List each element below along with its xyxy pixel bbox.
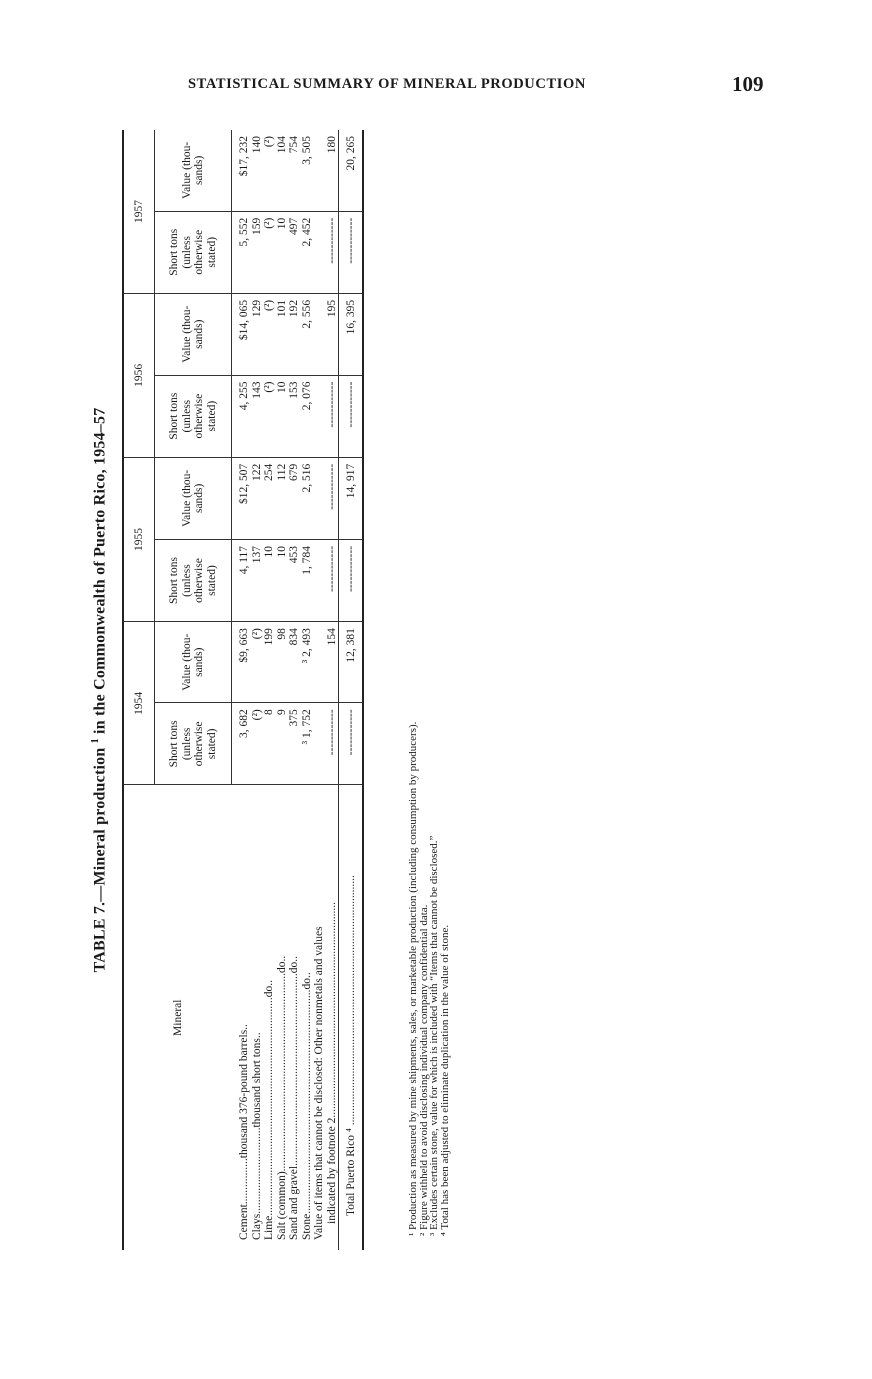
table-row-total: Total Puerto Rico ⁴ ....................................................................................... ------------ 12, 381 ------------ 14, 917 ------------ 16, 395 ------------ 20, 265 xyxy=(339,130,362,1250)
row-label: Lime............................................................................do.. xyxy=(263,785,276,1250)
cell: 3, 682 xyxy=(232,703,251,785)
cell: 375 xyxy=(288,703,301,785)
footnote: ² Figure withheld to avoid disclosing individual company confidential data. xyxy=(417,904,430,1236)
header-year-1957: 1957 xyxy=(123,130,155,293)
table-wrapper xyxy=(122,130,364,1250)
cell: (²) xyxy=(263,375,276,457)
cell: $12, 507 xyxy=(232,457,251,539)
cell: 16, 395 xyxy=(339,293,362,375)
header-value-1955: Value (thou- sands) xyxy=(155,457,232,539)
cell: 679 xyxy=(288,457,301,539)
cell: 112 xyxy=(276,457,289,539)
header-mineral: Mineral xyxy=(123,785,232,1250)
cell: (²) xyxy=(251,622,264,703)
table-title xyxy=(90,130,109,1250)
mineral-production-table xyxy=(122,130,364,1250)
table-title-ref: 1 xyxy=(90,738,101,744)
cell: (²) xyxy=(263,293,276,375)
cell: 453 xyxy=(288,539,301,621)
row-label: Value of items that cannot be disclosed: Other nonmetals and values xyxy=(313,785,326,1250)
cell: 10 xyxy=(263,539,276,621)
cell: 754 xyxy=(288,136,300,154)
cell: 1, 784 xyxy=(301,539,314,621)
cell: 122 xyxy=(251,457,264,539)
cell: 8 xyxy=(263,703,276,785)
page-number: 109 xyxy=(732,72,764,96)
footnote: ³ Excludes certain stone, value for which is included with “Items that cannot be disclosed.” xyxy=(428,835,440,1236)
table-row-other-cont: indicated by footnote 2........................................................................... ------------ 154 ------------ ------------ ------------ 195 ------------ 180 xyxy=(326,130,339,1250)
cell: (²) xyxy=(251,703,264,785)
header-tons-1955: Short tons (unless otherwise stated) xyxy=(155,539,232,621)
table-row xyxy=(276,130,289,1250)
cell: ³ 1, 752 xyxy=(301,703,314,785)
running-title: STATISTICAL SUMMARY OF MINERAL PRODUCTION xyxy=(188,76,586,92)
cell: 137 xyxy=(251,539,264,621)
cell: 140 xyxy=(250,136,263,154)
table-row-other xyxy=(313,130,326,1250)
header-year-1956: 1956 xyxy=(123,293,155,457)
row-label: Stone..............................................................................do.. xyxy=(301,785,314,1250)
cell: 2, 516 xyxy=(301,457,314,539)
footnote: ⁴ Total has been adjusted to eliminate duplication in the value of stone. xyxy=(438,924,451,1236)
cell: 497 xyxy=(288,211,301,293)
row-label: Sand and gravel...................................................................do.. xyxy=(288,785,301,1250)
cell: 159 xyxy=(251,211,264,293)
cell: 143 xyxy=(251,375,264,457)
cell: ³ 2, 493 xyxy=(301,622,314,703)
header-tons-1956: Short tons (unless otherwise stated) xyxy=(155,375,232,457)
cell: 834 xyxy=(288,622,301,703)
cell: 180 xyxy=(325,136,338,154)
table-title-suffix: in the Commonwealth of Puerto Rico, 1954–57 xyxy=(91,407,109,734)
cell: 9 xyxy=(276,703,289,785)
row-label: Cement................thousand 376-pound barrels.. xyxy=(232,785,251,1250)
cell: $17, 232 xyxy=(238,136,250,177)
row-label: Clays..............................thousand short tons.. xyxy=(251,785,264,1250)
header-value-1954: Value (thou- sands) xyxy=(155,622,232,703)
header-year-1955: 1955 xyxy=(123,457,155,621)
row-label: indicated by footnote 2........................................................................... xyxy=(326,785,339,1250)
cell: $9, 663 xyxy=(232,622,251,703)
cell: 4, 117 xyxy=(232,539,251,621)
cell: 154 xyxy=(326,622,339,703)
cell: 3, 505 xyxy=(300,136,313,165)
footnotes xyxy=(408,722,450,1236)
cell: 129 xyxy=(251,293,264,375)
cell: 10 xyxy=(276,539,289,621)
cell: 2, 452 xyxy=(301,211,314,293)
table-title-prefix: TABLE 7.—Mineral production xyxy=(91,747,109,973)
cell: 195 xyxy=(326,293,339,375)
cell: $14, 065 xyxy=(232,293,251,375)
cell: 2, 076 xyxy=(301,375,314,457)
cell: 104 xyxy=(275,136,288,154)
table-body xyxy=(232,130,363,1250)
cell: 14, 917 xyxy=(339,457,362,539)
cell: 10 xyxy=(276,211,289,293)
cell: 4, 255 xyxy=(232,375,251,457)
header-year-1954: 1954 xyxy=(123,622,155,785)
table-row xyxy=(301,130,314,1250)
header-tons-1954: Short tons (unless otherwise stated) xyxy=(155,703,232,785)
cell: 199 xyxy=(263,622,276,703)
cell: 101 xyxy=(276,293,289,375)
cell: (²) xyxy=(263,211,276,293)
header-tons-1957: Short tons (unless otherwise stated) xyxy=(155,211,232,293)
row-label: Salt (common).....................................................................do.. xyxy=(276,785,289,1250)
table-row xyxy=(263,130,276,1250)
header-value-1956: Value (thou- sands) xyxy=(155,293,232,375)
cell: 153 xyxy=(288,375,301,457)
table-row xyxy=(232,130,251,1250)
cell: 254 xyxy=(263,457,276,539)
row-label: Total Puerto Rico ⁴ ....................................................................................... xyxy=(339,785,362,1250)
cell: 192 xyxy=(288,293,301,375)
footnote: ¹ Production as measured by mine shipments, sales, or marketable production (including consumption by producers). xyxy=(407,721,419,1236)
cell: (²) xyxy=(263,136,275,148)
table-row xyxy=(288,130,301,1250)
cell: 98 xyxy=(276,622,289,703)
header-value-1957: Value (thou- sands) xyxy=(155,130,232,211)
cell: 12, 381 xyxy=(339,622,362,703)
cell: 5, 552 xyxy=(232,211,251,293)
cell: 10 xyxy=(276,375,289,457)
cell: 2, 556 xyxy=(301,293,314,375)
rotated-table-block xyxy=(90,130,460,1250)
table-row xyxy=(251,130,264,1250)
cell: 20, 265 xyxy=(339,130,362,211)
